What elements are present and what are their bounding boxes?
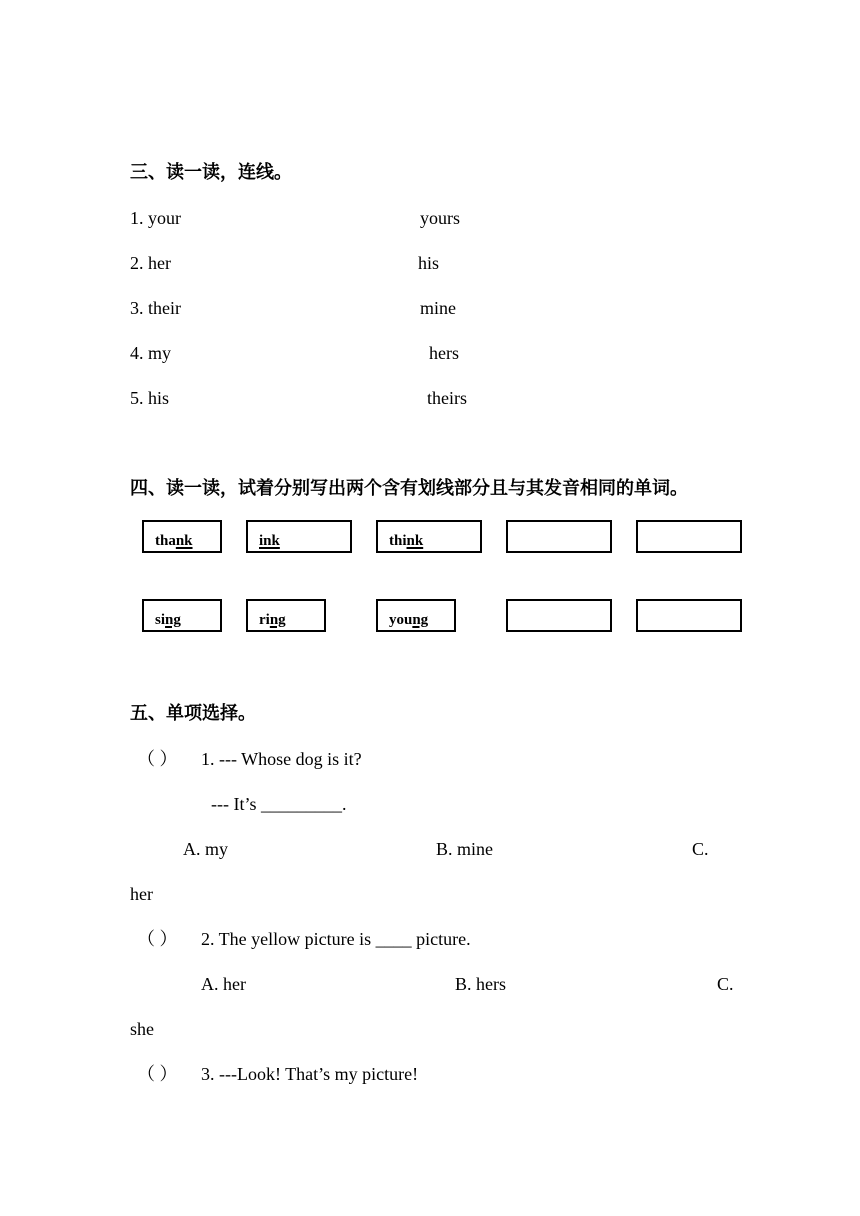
answer-box[interactable] (506, 599, 612, 632)
section4-title: 四、读一读，试着分别写出两个含有划线部分且与其发音相同的单词。 (130, 478, 688, 499)
word-underlined-part: ng (412, 612, 429, 628)
match-right-4: hers (429, 343, 459, 363)
word-underlined-part: ng (165, 612, 181, 628)
match-left-4: 4. my (130, 343, 172, 363)
q1-option-a: A. my (183, 839, 228, 859)
word-prefix: you (389, 612, 413, 628)
word-underlined-part: nk (175, 533, 193, 549)
match-left-1: 1. your (130, 208, 181, 228)
match-left-3: 3. their (130, 298, 181, 318)
q2-option-a: A. her (201, 974, 246, 994)
answer-box[interactable] (636, 599, 742, 632)
q1-text: 1. --- Whose dog is it? (201, 749, 362, 769)
word-underlined-part: ink (259, 533, 280, 549)
q2-option-c: C. (717, 974, 734, 994)
match-right-1: yours (420, 208, 460, 228)
q2-option-b: B. hers (455, 974, 506, 994)
q3-answer-paren[interactable]: （ ） (137, 1064, 178, 1084)
section5-title: 五、单项选择。 (130, 703, 256, 724)
match-right-3: mine (420, 298, 456, 318)
match-left-2: 2. her (130, 253, 171, 273)
word-prefix: si (155, 612, 166, 628)
word-prefix: ri (259, 612, 270, 628)
answer-box[interactable] (506, 520, 612, 553)
word-box-young (376, 599, 456, 632)
word-box-ring (246, 599, 326, 632)
word-box-thank (142, 520, 222, 553)
q1-option-c: C. (692, 839, 709, 859)
q1-option-b: B. mine (436, 839, 493, 859)
match-right-5: theirs (427, 388, 467, 408)
word-box-sing (142, 599, 222, 632)
q1-answer-paren[interactable]: （ ） (137, 749, 178, 769)
q2-option-c-text: she (130, 1019, 154, 1039)
match-right-2: his (418, 253, 440, 273)
q1-option-c-text: her (130, 884, 153, 904)
q3-text: 3. ---Look! That’s my picture! (201, 1064, 419, 1084)
section3-title: 三、读一读，连线。 (130, 162, 292, 183)
word-underlined-part: nk (406, 533, 424, 549)
word-prefix: thi (389, 533, 407, 549)
word-prefix: tha (155, 533, 176, 549)
answer-box[interactable] (636, 520, 742, 553)
word-underlined-part: ng (269, 612, 286, 628)
word-box-ink (246, 520, 352, 553)
q1-answer-line: --- It’s _________. (211, 794, 347, 814)
match-left-5: 5. his (130, 388, 170, 408)
q2-answer-paren[interactable]: （ ） (137, 929, 178, 949)
q2-text: 2. The yellow picture is ____ picture. (201, 929, 471, 949)
word-box-think (376, 520, 482, 553)
